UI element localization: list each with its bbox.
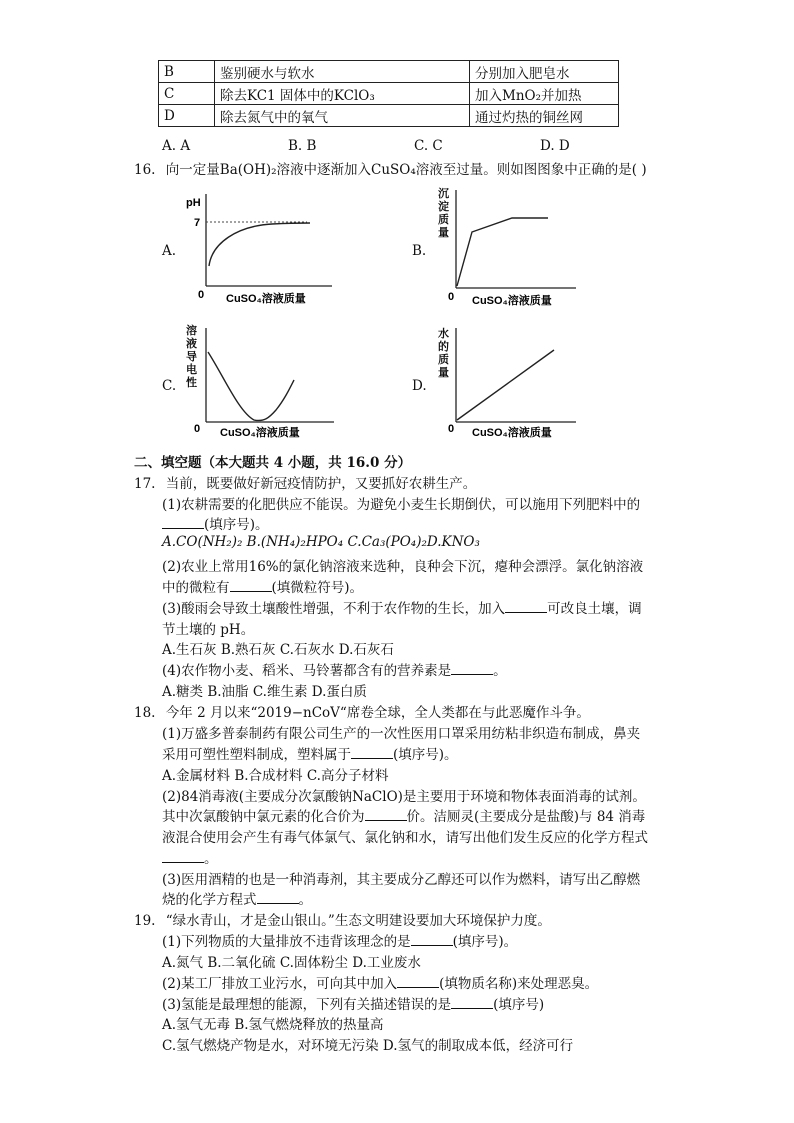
answer-blank[interactable]: [365, 808, 407, 821]
q18-p2a: (2)84消毒液(主要成分次氯酸钠NaClO)是主要用于环境和物体表面消毒的试剂。: [162, 789, 646, 805]
text: (4)农作物小麦、稻米、马铃薯都含有的营养素是: [162, 663, 452, 679]
origin-label: 0: [448, 291, 455, 303]
q18-p2c: 液混合使用会产生有毒气体氯气、氯化钠和水，请写出他们发生反应的化学方程式: [162, 830, 648, 846]
q19-p3-options-1: A.氢气无毒 B.氢气燃烧释放的热量高: [162, 1017, 384, 1033]
row-purpose: 除去KC1 固体中的KClO₃: [215, 83, 470, 105]
origin-label: 0: [198, 289, 205, 301]
answer-blank[interactable]: [505, 600, 547, 613]
graph-c: [184, 322, 344, 450]
graph-d: [436, 322, 586, 450]
q17-p4-options: A.糖类 B.油脂 C.维生素 D.蛋白质: [162, 684, 367, 700]
text: (3)酸雨会导致土壤酸性增强，不利于农作物的生长，加入: [162, 601, 506, 617]
q18-stem: [134, 701, 590, 721]
text: 。: [493, 663, 507, 679]
answer-blank[interactable]: [230, 579, 272, 592]
origin-label: 0: [448, 423, 455, 435]
answer-blank[interactable]: [397, 975, 439, 988]
q19-p2: [162, 972, 598, 992]
choice-d: D. D: [540, 138, 570, 154]
choice-c: C. C: [414, 138, 443, 154]
section-heading: 二、填空题（本大题共 4 小题，共 16.0 分）: [134, 455, 412, 471]
table-row: [159, 61, 619, 83]
q17-stem: [134, 472, 476, 492]
q18-p3a: (3)医用酒精的也是一种消毒剂，其主要成分乙醇还可以作为燃料，请写出乙醇燃: [162, 872, 641, 888]
q19-p3: [162, 993, 544, 1013]
text: 。: [204, 851, 218, 867]
text: (填序号): [493, 997, 545, 1013]
q18-p2b: [162, 805, 645, 825]
text: (3)氢能是最理想的能源，下列有关描述错误的是: [162, 997, 452, 1013]
row-method: 加入MnO₂并加热: [470, 83, 619, 105]
question-text: “绿水青山，才是金山银山。”生态文明建设要加大环境保护力度。: [165, 913, 551, 929]
q19-stem: [134, 909, 551, 929]
origin-label: 0: [194, 423, 201, 435]
q17-p2a: (2)农业上常用16%的氯化钠溶液来选种，良种会下沉，瘪种会漂浮。氯化钠溶液: [162, 559, 644, 575]
x-axis-label: CuSO₄溶液质量: [472, 295, 552, 307]
q17-p3b: 节土壤的 pH。: [162, 622, 255, 638]
question-number: 17.: [134, 476, 156, 492]
graph-b-label: B.: [412, 243, 427, 259]
q18-p1a: (1)万盛多普泰制药有限公司生产的一次性医用口罩采用纺粘非织造布制成，鼻夹: [162, 726, 641, 742]
question-text: 今年 2 月以来“2019−nCoV“席卷全球，全人类都在与此恶魔作斗争。: [165, 705, 590, 721]
q17-p1-options: A.CO(NH₂)₂ B.(NH₄)₂HPO₄ C.Ca₃(PO₄)₂D.KNO₃: [162, 534, 480, 550]
row-purpose: 除去氮气中的氧气: [215, 105, 470, 127]
choice-b: B. B: [288, 138, 317, 154]
graph-b: [436, 186, 586, 312]
text: (1)下列物质的大量排放不违背该理念的是: [162, 934, 411, 950]
answer-blank[interactable]: [411, 933, 453, 946]
text: 烧的化学方程式: [162, 892, 257, 908]
question-number: 16.: [134, 162, 156, 178]
q18-p1b: [162, 743, 458, 763]
text: (2)某工厂排放工业污水，可向其中加入: [162, 976, 398, 992]
options-table: [158, 60, 619, 127]
row-purpose: 鉴别硬水与软水: [215, 61, 470, 83]
table-row: [159, 83, 619, 105]
text: 采用可塑性塑料制成，塑料属于: [162, 747, 351, 763]
question-number: 18.: [134, 705, 156, 721]
answer-blank[interactable]: [162, 850, 204, 863]
answer-blank[interactable]: [351, 746, 393, 759]
text: (填序号)。: [393, 747, 458, 763]
q19-p1-options: A.氮气 B.二氧化硫 C.固体粉尘 D.工业废水: [162, 955, 421, 971]
x-axis-label: CuSO₄溶液质量: [226, 293, 306, 305]
q18-p1-options: A.金属材料 B.合成材料 C.高分子材料: [162, 768, 389, 784]
question-text: 向一定量Ba(OH)₂溶液中逐渐加入CuSO₄溶液至过量。则如图图象中正确的是( ): [165, 162, 647, 178]
graph-d-label: D.: [412, 378, 427, 394]
q19-p3-options-2: C.氢气燃烧产物是水，对环境无污染 D.氢气的制取成本低，经济可行: [162, 1038, 574, 1054]
text: (填序号)。: [452, 934, 518, 950]
choice-a: A. A: [162, 138, 191, 154]
q19-p1: [162, 930, 517, 950]
q17-p1b: [162, 513, 269, 533]
graph-c-label: C.: [162, 378, 177, 394]
table-row: [159, 105, 619, 127]
text: (填微粒符号)。: [271, 580, 364, 596]
y-axis-label: 水的质量: [438, 328, 449, 379]
x-axis-label: CuSO₄溶液质量: [220, 427, 300, 439]
text: (填物质名称)来处理恶臭。: [439, 976, 599, 992]
q17-p3-options: A.生石灰 B.熟石灰 C.石灰水 D.石灰石: [162, 642, 394, 658]
row-label: B: [159, 61, 215, 83]
row-label: D: [159, 105, 215, 127]
row-method: 分别加入肥皂水: [470, 61, 619, 83]
answer-blank[interactable]: [162, 516, 204, 529]
q17-p2b: [162, 576, 363, 596]
y-axis-label: pH: [186, 197, 201, 209]
y-axis-label: 沉淀质量: [438, 188, 449, 239]
answer-blank[interactable]: [257, 891, 299, 904]
q17-p4: [162, 659, 507, 679]
q18-p2d: [162, 847, 218, 867]
text: 中的微粒有: [162, 580, 230, 596]
graph-a: [182, 188, 342, 310]
q17-p3a: [162, 597, 642, 617]
answer-blank[interactable]: [451, 996, 493, 1009]
y-tick-7: 7: [194, 217, 201, 229]
y-axis-label: 溶液导电性: [186, 325, 197, 389]
text: (填序号)。: [204, 517, 269, 533]
question-number: 19.: [134, 913, 156, 929]
graph-a-label: A.: [162, 243, 177, 259]
text: 价。洁厕灵(主要成分是盐酸)与 84 消毒: [406, 809, 646, 825]
question-text: 当前，既要做好新冠疫情防护，又要抓好农耕生产。: [165, 476, 477, 492]
q18-p3b: [162, 888, 312, 908]
text: 。: [298, 892, 312, 908]
text: 可改良土壤，调: [547, 601, 642, 617]
text: 其中次氯酸钠中氯元素的化合价为: [162, 809, 365, 825]
row-label: C: [159, 83, 215, 105]
q16-stem: [134, 158, 647, 178]
x-axis-label: CuSO₄溶液质量: [472, 427, 552, 439]
q17-p1a: (1)农耕需要的化肥供应不能误。为避免小麦生长期倒伏，可以施用下列肥料中的: [162, 497, 641, 513]
row-method: 通过灼热的铜丝网: [470, 105, 619, 127]
answer-blank[interactable]: [451, 662, 493, 675]
